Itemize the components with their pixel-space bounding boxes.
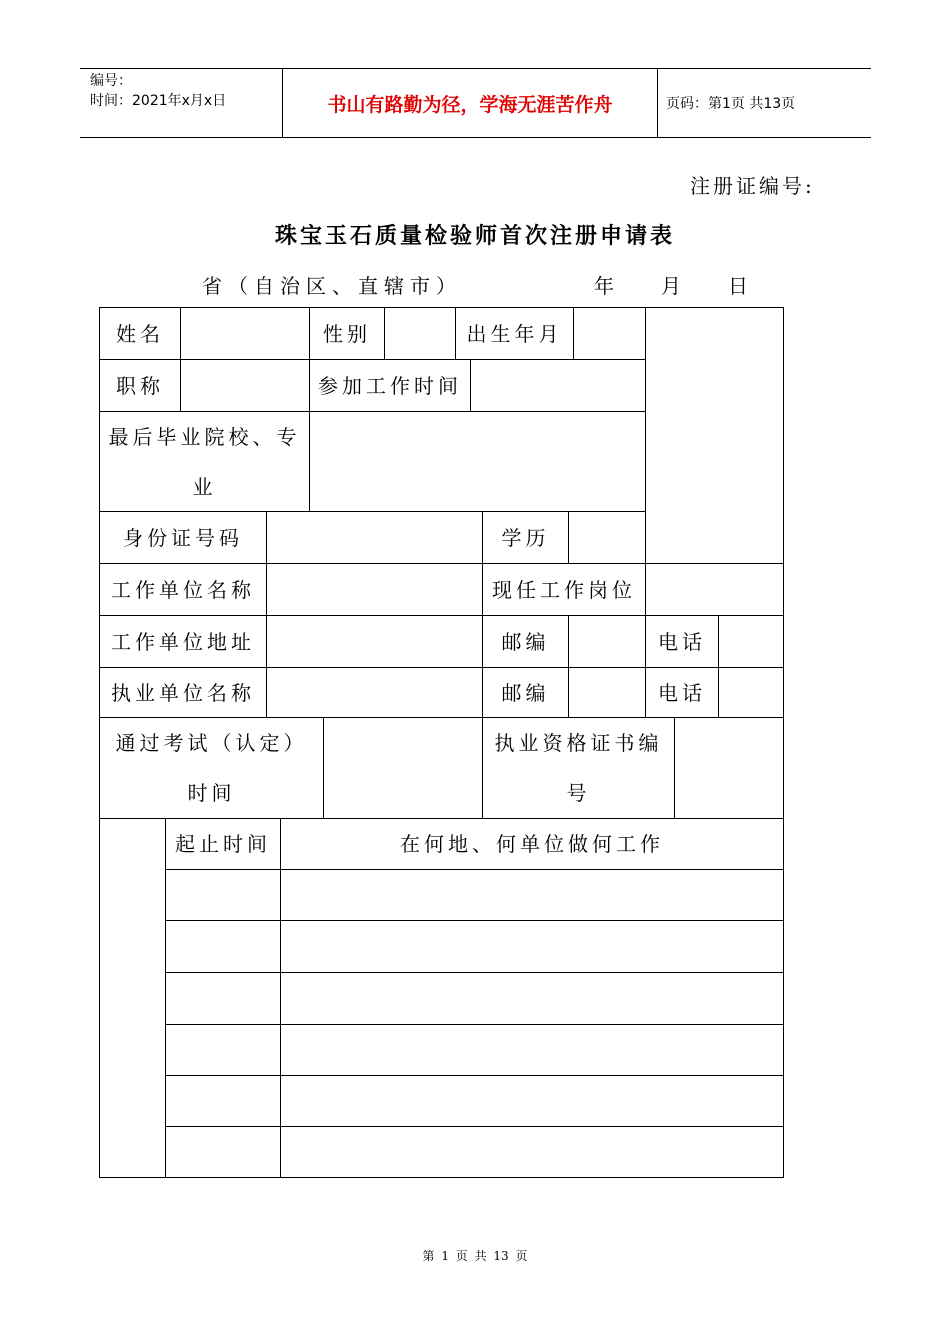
practice-postcode-label: 邮编 bbox=[482, 667, 569, 718]
exam-time-field[interactable] bbox=[323, 717, 483, 819]
period-field[interactable] bbox=[165, 1126, 281, 1178]
document-header bbox=[80, 68, 871, 138]
registration-number-label: 注册证编号: bbox=[690, 174, 815, 198]
id-number-label: 身份证号码 bbox=[99, 511, 267, 564]
period-field[interactable] bbox=[165, 972, 281, 1025]
header-motto: 书山有路勤为径，学海无涯苦作舟 bbox=[283, 69, 658, 137]
work-history-field[interactable] bbox=[280, 869, 784, 921]
birth-field[interactable] bbox=[573, 307, 646, 360]
practice-postcode-field[interactable] bbox=[568, 667, 646, 718]
certificate-number-field[interactable] bbox=[674, 717, 784, 819]
period-field[interactable] bbox=[165, 869, 281, 921]
header-page-number: 页码：第1页 共13页 bbox=[666, 96, 796, 112]
work-start-label: 参加工作时间 bbox=[309, 359, 471, 412]
header-meta bbox=[80, 69, 283, 137]
employer-address-label: 工作单位地址 bbox=[99, 615, 267, 668]
form-title: 珠宝玉石质量检验师首次注册申请表 bbox=[274, 223, 675, 249]
position-label: 现任工作岗位 bbox=[482, 563, 646, 616]
postcode-field[interactable] bbox=[568, 615, 646, 668]
application-form-table bbox=[99, 307, 784, 1178]
month-label: 月 bbox=[661, 274, 687, 298]
education-label: 学历 bbox=[482, 511, 569, 564]
work-history-field[interactable] bbox=[280, 920, 784, 973]
work-history-field[interactable] bbox=[280, 1024, 784, 1076]
school-field[interactable] bbox=[309, 411, 646, 512]
name-field[interactable] bbox=[180, 307, 310, 360]
practice-phone-field[interactable] bbox=[718, 667, 784, 718]
year-label: 年 bbox=[594, 274, 620, 298]
gender-label: 性别 bbox=[309, 307, 385, 360]
certificate-number-label: 执业资格证书编号 bbox=[482, 717, 675, 819]
id-number-field[interactable] bbox=[266, 511, 483, 564]
period-field[interactable] bbox=[165, 920, 281, 973]
exam-time-label: 通过考试（认定）时间 bbox=[99, 717, 324, 819]
work-history-side-label bbox=[99, 818, 166, 1178]
name-label: 姓名 bbox=[99, 307, 181, 360]
page-footer: 第 1 页 共 13 页 bbox=[422, 1249, 528, 1263]
employer-field[interactable] bbox=[266, 563, 483, 616]
position-field[interactable] bbox=[645, 563, 784, 616]
period-field[interactable] bbox=[165, 1024, 281, 1076]
employer-label: 工作单位名称 bbox=[99, 563, 267, 616]
job-title-field[interactable] bbox=[180, 359, 310, 412]
time-label: 时间：2021年x月x日 bbox=[90, 93, 227, 109]
work-history-field[interactable] bbox=[280, 1075, 784, 1127]
postcode-label: 邮编 bbox=[482, 615, 569, 668]
practice-phone-label: 电话 bbox=[645, 667, 719, 718]
employer-address-field[interactable] bbox=[266, 615, 483, 668]
job-title-label: 职称 bbox=[99, 359, 181, 412]
practice-unit-field[interactable] bbox=[266, 667, 483, 718]
phone-label: 电话 bbox=[645, 615, 719, 668]
work-start-field[interactable] bbox=[470, 359, 646, 412]
work-history-field[interactable] bbox=[280, 972, 784, 1025]
province-label: 省（自治区、直辖市） bbox=[202, 274, 462, 298]
day-label: 日 bbox=[728, 274, 754, 298]
work-history-header: 在何地、何单位做何工作 bbox=[280, 818, 784, 870]
photo-box[interactable] bbox=[645, 307, 784, 564]
period-field[interactable] bbox=[165, 1075, 281, 1127]
gender-field[interactable] bbox=[384, 307, 456, 360]
number-label: 编号： bbox=[90, 73, 132, 89]
phone-field[interactable] bbox=[718, 615, 784, 668]
practice-unit-label: 执业单位名称 bbox=[99, 667, 267, 718]
birth-label: 出生年月 bbox=[455, 307, 574, 360]
school-label: 最后毕业院校、专业 bbox=[99, 411, 310, 512]
period-header: 起止时间 bbox=[165, 818, 281, 870]
education-field[interactable] bbox=[568, 511, 646, 564]
work-history-field[interactable] bbox=[280, 1126, 784, 1178]
